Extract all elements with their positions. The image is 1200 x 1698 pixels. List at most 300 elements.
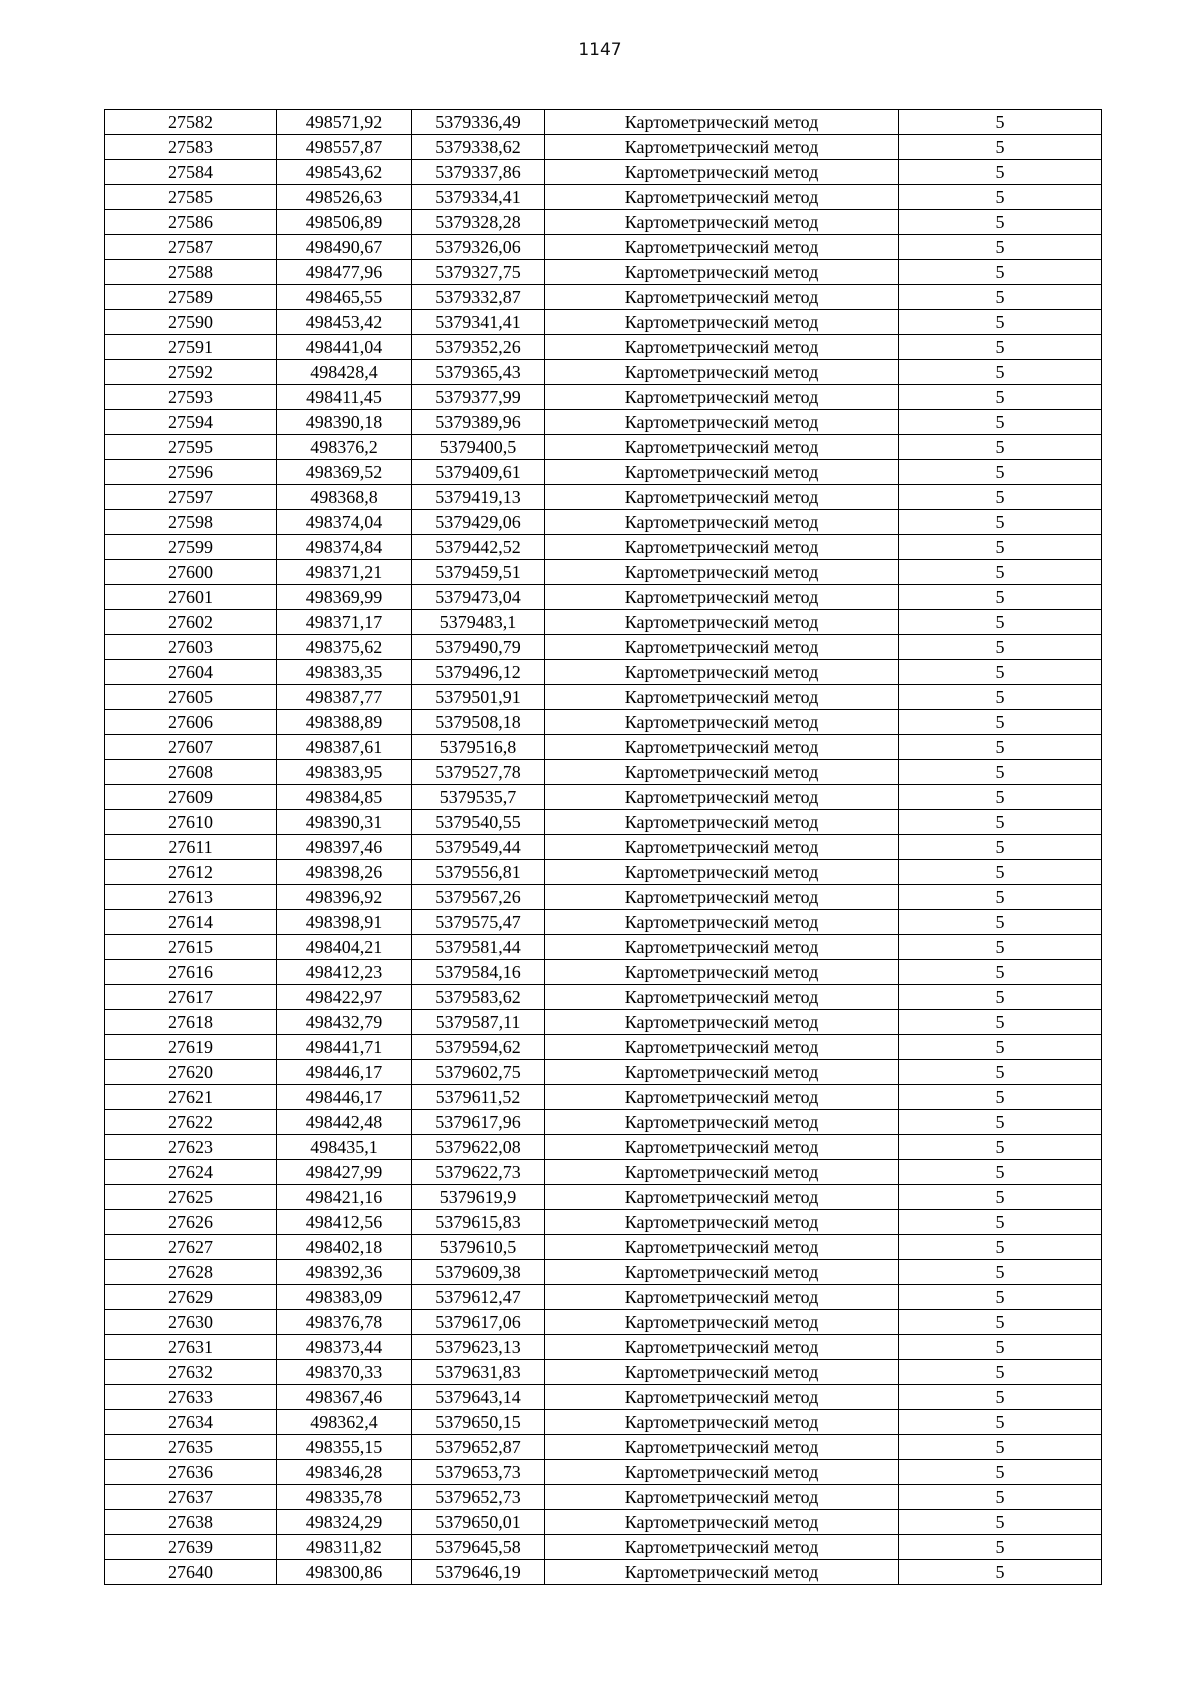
- accuracy-cell: 5: [899, 1535, 1102, 1560]
- point-number-cell: 27593: [105, 385, 277, 410]
- method-cell: Картометрический метод: [545, 810, 899, 835]
- table-row: [105, 685, 1102, 710]
- y-coordinate-cell: 5379587,11: [412, 1010, 545, 1035]
- y-coordinate-cell: 5379643,14: [412, 1385, 545, 1410]
- x-coordinate-cell: 498441,04: [277, 335, 412, 360]
- method-cell: Картометрический метод: [545, 1210, 899, 1235]
- y-coordinate-cell: 5379516,8: [412, 735, 545, 760]
- method-cell: Картометрический метод: [545, 735, 899, 760]
- x-coordinate-cell: 498387,61: [277, 735, 412, 760]
- point-number-cell: 27608: [105, 760, 277, 785]
- accuracy-cell: 5: [899, 1235, 1102, 1260]
- point-number-cell: 27624: [105, 1160, 277, 1185]
- table-row: [105, 610, 1102, 635]
- method-cell: Картометрический метод: [545, 1310, 899, 1335]
- method-cell: Картометрический метод: [545, 1185, 899, 1210]
- x-coordinate-cell: 498557,87: [277, 135, 412, 160]
- table-row: [105, 560, 1102, 585]
- point-number-cell: 27621: [105, 1085, 277, 1110]
- table-row: [105, 460, 1102, 485]
- y-coordinate-cell: 5379508,18: [412, 710, 545, 735]
- method-cell: Картометрический метод: [545, 1260, 899, 1285]
- y-coordinate-cell: 5379645,58: [412, 1535, 545, 1560]
- y-coordinate-cell: 5379496,12: [412, 660, 545, 685]
- table-row: [105, 1485, 1102, 1510]
- y-coordinate-cell: 5379652,73: [412, 1485, 545, 1510]
- y-coordinate-cell: 5379459,51: [412, 560, 545, 585]
- y-coordinate-cell: 5379583,62: [412, 985, 545, 1010]
- point-number-cell: 27630: [105, 1310, 277, 1335]
- point-number-cell: 27603: [105, 635, 277, 660]
- method-cell: Картометрический метод: [545, 1485, 899, 1510]
- method-cell: Картометрический метод: [545, 610, 899, 635]
- method-cell: Картометрический метод: [545, 485, 899, 510]
- table-row: [105, 910, 1102, 935]
- method-cell: Картометрический метод: [545, 285, 899, 310]
- y-coordinate-cell: 5379567,26: [412, 885, 545, 910]
- table-row: [105, 360, 1102, 385]
- accuracy-cell: 5: [899, 635, 1102, 660]
- point-number-cell: 27595: [105, 435, 277, 460]
- method-cell: Картометрический метод: [545, 1160, 899, 1185]
- y-coordinate-cell: 5379336,49: [412, 110, 545, 135]
- y-coordinate-cell: 5379611,52: [412, 1085, 545, 1110]
- y-coordinate-cell: 5379594,62: [412, 1035, 545, 1060]
- method-cell: Картометрический метод: [545, 385, 899, 410]
- y-coordinate-cell: 5379341,41: [412, 310, 545, 335]
- x-coordinate-cell: 498390,18: [277, 410, 412, 435]
- y-coordinate-cell: 5379646,19: [412, 1560, 545, 1585]
- x-coordinate-cell: 498446,17: [277, 1085, 412, 1110]
- accuracy-cell: 5: [899, 410, 1102, 435]
- x-coordinate-cell: 498390,31: [277, 810, 412, 835]
- table-row: [105, 860, 1102, 885]
- table-row: [105, 1560, 1102, 1585]
- x-coordinate-cell: 498376,2: [277, 435, 412, 460]
- method-cell: Картометрический метод: [545, 535, 899, 560]
- y-coordinate-cell: 5379617,06: [412, 1310, 545, 1335]
- table-row: [105, 435, 1102, 460]
- point-number-cell: 27618: [105, 1010, 277, 1035]
- x-coordinate-cell: 498392,36: [277, 1260, 412, 1285]
- accuracy-cell: 5: [899, 1035, 1102, 1060]
- accuracy-cell: 5: [899, 885, 1102, 910]
- method-cell: Картометрический метод: [545, 1535, 899, 1560]
- point-number-cell: 27640: [105, 1560, 277, 1585]
- y-coordinate-cell: 5379473,04: [412, 585, 545, 610]
- table-row: [105, 810, 1102, 835]
- point-number-cell: 27619: [105, 1035, 277, 1060]
- table-row: [105, 410, 1102, 435]
- point-number-cell: 27583: [105, 135, 277, 160]
- point-number-cell: 27626: [105, 1210, 277, 1235]
- table-row: [105, 1335, 1102, 1360]
- method-cell: Картометрический метод: [545, 560, 899, 585]
- x-coordinate-cell: 498435,1: [277, 1135, 412, 1160]
- accuracy-cell: 5: [899, 1135, 1102, 1160]
- y-coordinate-cell: 5379327,75: [412, 260, 545, 285]
- table-row: [105, 635, 1102, 660]
- table-row: [105, 1360, 1102, 1385]
- x-coordinate-cell: 498388,89: [277, 710, 412, 735]
- table-row: [105, 960, 1102, 985]
- accuracy-cell: 5: [899, 110, 1102, 135]
- method-cell: Картометрический метод: [545, 235, 899, 260]
- point-number-cell: 27634: [105, 1410, 277, 1435]
- method-cell: Картометрический метод: [545, 310, 899, 335]
- y-coordinate-cell: 5379575,47: [412, 910, 545, 935]
- x-coordinate-cell: 498398,91: [277, 910, 412, 935]
- method-cell: Картометрический метод: [545, 1035, 899, 1060]
- point-number-cell: 27609: [105, 785, 277, 810]
- table-row: [105, 1085, 1102, 1110]
- x-coordinate-cell: 498427,99: [277, 1160, 412, 1185]
- x-coordinate-cell: 498526,63: [277, 185, 412, 210]
- y-coordinate-cell: 5379409,61: [412, 460, 545, 485]
- y-coordinate-cell: 5379584,16: [412, 960, 545, 985]
- accuracy-cell: 5: [899, 235, 1102, 260]
- accuracy-cell: 5: [899, 385, 1102, 410]
- x-coordinate-cell: 498397,46: [277, 835, 412, 860]
- table-row: [105, 285, 1102, 310]
- y-coordinate-cell: 5379612,47: [412, 1285, 545, 1310]
- point-number-cell: 27627: [105, 1235, 277, 1260]
- method-cell: Картометрический метод: [545, 1360, 899, 1385]
- y-coordinate-cell: 5379652,87: [412, 1435, 545, 1460]
- table-row: [105, 1135, 1102, 1160]
- x-coordinate-cell: 498346,28: [277, 1460, 412, 1485]
- point-number-cell: 27632: [105, 1360, 277, 1385]
- y-coordinate-cell: 5379337,86: [412, 160, 545, 185]
- y-coordinate-cell: 5379615,83: [412, 1210, 545, 1235]
- method-cell: Картометрический метод: [545, 1110, 899, 1135]
- y-coordinate-cell: 5379581,44: [412, 935, 545, 960]
- point-number-cell: 27600: [105, 560, 277, 585]
- point-number-cell: 27591: [105, 335, 277, 360]
- accuracy-cell: 5: [899, 260, 1102, 285]
- table-row: [105, 835, 1102, 860]
- point-number-cell: 27597: [105, 485, 277, 510]
- accuracy-cell: 5: [899, 1060, 1102, 1085]
- x-coordinate-cell: 498311,82: [277, 1535, 412, 1560]
- point-number-cell: 27617: [105, 985, 277, 1010]
- accuracy-cell: 5: [899, 935, 1102, 960]
- table-row: [105, 760, 1102, 785]
- x-coordinate-cell: 498402,18: [277, 1235, 412, 1260]
- table-row: [105, 710, 1102, 735]
- table-row: [105, 110, 1102, 135]
- x-coordinate-cell: 498300,86: [277, 1560, 412, 1585]
- table-row: [105, 385, 1102, 410]
- x-coordinate-cell: 498543,62: [277, 160, 412, 185]
- y-coordinate-cell: 5379631,83: [412, 1360, 545, 1385]
- y-coordinate-cell: 5379483,1: [412, 610, 545, 635]
- point-number-cell: 27637: [105, 1485, 277, 1510]
- accuracy-cell: 5: [899, 960, 1102, 985]
- x-coordinate-cell: 498412,23: [277, 960, 412, 985]
- accuracy-cell: 5: [899, 685, 1102, 710]
- table-row: [105, 1535, 1102, 1560]
- point-number-cell: 27629: [105, 1285, 277, 1310]
- y-coordinate-cell: 5379535,7: [412, 785, 545, 810]
- y-coordinate-cell: 5379334,41: [412, 185, 545, 210]
- table-row: [105, 735, 1102, 760]
- accuracy-cell: 5: [899, 435, 1102, 460]
- method-cell: Картометрический метод: [545, 1510, 899, 1535]
- accuracy-cell: 5: [899, 1410, 1102, 1435]
- method-cell: Картометрический метод: [545, 260, 899, 285]
- x-coordinate-cell: 498383,95: [277, 760, 412, 785]
- table-row: [105, 160, 1102, 185]
- accuracy-cell: 5: [899, 560, 1102, 585]
- point-number-cell: 27615: [105, 935, 277, 960]
- method-cell: Картометрический метод: [545, 435, 899, 460]
- accuracy-cell: 5: [899, 1460, 1102, 1485]
- x-coordinate-cell: 498465,55: [277, 285, 412, 310]
- table-row: [105, 1260, 1102, 1285]
- x-coordinate-cell: 498446,17: [277, 1060, 412, 1085]
- accuracy-cell: 5: [899, 1210, 1102, 1235]
- x-coordinate-cell: 498411,45: [277, 385, 412, 410]
- point-number-cell: 27592: [105, 360, 277, 385]
- table-row: [105, 1285, 1102, 1310]
- point-number-cell: 27636: [105, 1460, 277, 1485]
- x-coordinate-cell: 498374,84: [277, 535, 412, 560]
- x-coordinate-cell: 498384,85: [277, 785, 412, 810]
- y-coordinate-cell: 5379556,81: [412, 860, 545, 885]
- y-coordinate-cell: 5379400,5: [412, 435, 545, 460]
- accuracy-cell: 5: [899, 610, 1102, 635]
- table-row: [105, 535, 1102, 560]
- point-number-cell: 27635: [105, 1435, 277, 1460]
- accuracy-cell: 5: [899, 1360, 1102, 1385]
- point-number-cell: 27602: [105, 610, 277, 635]
- page-number: 1147: [578, 40, 622, 60]
- y-coordinate-cell: 5379429,06: [412, 510, 545, 535]
- y-coordinate-cell: 5379549,44: [412, 835, 545, 860]
- x-coordinate-cell: 498383,35: [277, 660, 412, 685]
- x-coordinate-cell: 498369,99: [277, 585, 412, 610]
- point-number-cell: 27589: [105, 285, 277, 310]
- accuracy-cell: 5: [899, 310, 1102, 335]
- method-cell: Картометрический метод: [545, 685, 899, 710]
- y-coordinate-cell: 5379622,08: [412, 1135, 545, 1160]
- x-coordinate-cell: 498376,78: [277, 1310, 412, 1335]
- x-coordinate-cell: 498368,8: [277, 485, 412, 510]
- accuracy-cell: 5: [899, 785, 1102, 810]
- y-coordinate-cell: 5379650,01: [412, 1510, 545, 1535]
- point-number-cell: 27601: [105, 585, 277, 610]
- coordinates-table: [104, 109, 1102, 1585]
- x-coordinate-cell: 498442,48: [277, 1110, 412, 1135]
- x-coordinate-cell: 498398,26: [277, 860, 412, 885]
- method-cell: Картометрический метод: [545, 710, 899, 735]
- y-coordinate-cell: 5379610,5: [412, 1235, 545, 1260]
- y-coordinate-cell: 5379602,75: [412, 1060, 545, 1085]
- method-cell: Картометрический метод: [545, 410, 899, 435]
- method-cell: Картометрический метод: [545, 760, 899, 785]
- point-number-cell: 27606: [105, 710, 277, 735]
- accuracy-cell: 5: [899, 360, 1102, 385]
- y-coordinate-cell: 5379490,79: [412, 635, 545, 660]
- table-row: [105, 1035, 1102, 1060]
- table-row: [105, 1385, 1102, 1410]
- method-cell: Картометрический метод: [545, 110, 899, 135]
- accuracy-cell: 5: [899, 810, 1102, 835]
- x-coordinate-cell: 498506,89: [277, 210, 412, 235]
- x-coordinate-cell: 498374,04: [277, 510, 412, 535]
- x-coordinate-cell: 498387,77: [277, 685, 412, 710]
- table-row: [105, 510, 1102, 535]
- point-number-cell: 27614: [105, 910, 277, 935]
- method-cell: Картометрический метод: [545, 135, 899, 160]
- y-coordinate-cell: 5379332,87: [412, 285, 545, 310]
- method-cell: Картометрический метод: [545, 1460, 899, 1485]
- y-coordinate-cell: 5379419,13: [412, 485, 545, 510]
- point-number-cell: 27599: [105, 535, 277, 560]
- y-coordinate-cell: 5379623,13: [412, 1335, 545, 1360]
- coordinates-table-body: [105, 110, 1102, 1585]
- accuracy-cell: 5: [899, 510, 1102, 535]
- point-number-cell: 27623: [105, 1135, 277, 1160]
- table-row: [105, 985, 1102, 1010]
- x-coordinate-cell: 498367,46: [277, 1385, 412, 1410]
- point-number-cell: 27613: [105, 885, 277, 910]
- y-coordinate-cell: 5379389,96: [412, 410, 545, 435]
- method-cell: Картометрический метод: [545, 360, 899, 385]
- accuracy-cell: 5: [899, 760, 1102, 785]
- method-cell: Картометрический метод: [545, 335, 899, 360]
- table-row: [105, 1160, 1102, 1185]
- table-row: [105, 310, 1102, 335]
- x-coordinate-cell: 498369,52: [277, 460, 412, 485]
- x-coordinate-cell: 498355,15: [277, 1435, 412, 1460]
- y-coordinate-cell: 5379328,28: [412, 210, 545, 235]
- method-cell: Картометрический метод: [545, 635, 899, 660]
- y-coordinate-cell: 5379650,15: [412, 1410, 545, 1435]
- y-coordinate-cell: 5379622,73: [412, 1160, 545, 1185]
- table-row: [105, 660, 1102, 685]
- table-row: [105, 1435, 1102, 1460]
- method-cell: Картометрический метод: [545, 585, 899, 610]
- point-number-cell: 27590: [105, 310, 277, 335]
- point-number-cell: 27633: [105, 1385, 277, 1410]
- accuracy-cell: 5: [899, 1110, 1102, 1135]
- point-number-cell: 27582: [105, 110, 277, 135]
- x-coordinate-cell: 498432,79: [277, 1010, 412, 1035]
- x-coordinate-cell: 498453,42: [277, 310, 412, 335]
- point-number-cell: 27628: [105, 1260, 277, 1285]
- method-cell: Картометрический метод: [545, 160, 899, 185]
- table-row: [105, 1210, 1102, 1235]
- table-row: [105, 1410, 1102, 1435]
- accuracy-cell: 5: [899, 535, 1102, 560]
- x-coordinate-cell: 498335,78: [277, 1485, 412, 1510]
- point-number-cell: 27605: [105, 685, 277, 710]
- y-coordinate-cell: 5379527,78: [412, 760, 545, 785]
- method-cell: Картометрический метод: [545, 1560, 899, 1585]
- accuracy-cell: 5: [899, 1185, 1102, 1210]
- table-row: [105, 935, 1102, 960]
- accuracy-cell: 5: [899, 1560, 1102, 1585]
- x-coordinate-cell: 498324,29: [277, 1510, 412, 1535]
- x-coordinate-cell: 498383,09: [277, 1285, 412, 1310]
- point-number-cell: 27620: [105, 1060, 277, 1085]
- point-number-cell: 27639: [105, 1535, 277, 1560]
- method-cell: Картометрический метод: [545, 885, 899, 910]
- method-cell: Картометрический метод: [545, 1085, 899, 1110]
- table-row: [105, 1460, 1102, 1485]
- table-row: [105, 1060, 1102, 1085]
- y-coordinate-cell: 5379377,99: [412, 385, 545, 410]
- accuracy-cell: 5: [899, 1335, 1102, 1360]
- table-row: [105, 260, 1102, 285]
- method-cell: Картометрический метод: [545, 1385, 899, 1410]
- point-number-cell: 27610: [105, 810, 277, 835]
- method-cell: Картометрический метод: [545, 1285, 899, 1310]
- accuracy-cell: 5: [899, 135, 1102, 160]
- y-coordinate-cell: 5379540,55: [412, 810, 545, 835]
- table-row: [105, 1010, 1102, 1035]
- accuracy-cell: 5: [899, 1160, 1102, 1185]
- y-coordinate-cell: 5379326,06: [412, 235, 545, 260]
- accuracy-cell: 5: [899, 1260, 1102, 1285]
- accuracy-cell: 5: [899, 1310, 1102, 1335]
- point-number-cell: 27631: [105, 1335, 277, 1360]
- method-cell: Картометрический метод: [545, 185, 899, 210]
- point-number-cell: 27638: [105, 1510, 277, 1535]
- x-coordinate-cell: 498477,96: [277, 260, 412, 285]
- table-row: [105, 1235, 1102, 1260]
- table-row: [105, 1185, 1102, 1210]
- method-cell: Картометрический метод: [545, 860, 899, 885]
- x-coordinate-cell: 498428,4: [277, 360, 412, 385]
- table-row: [105, 335, 1102, 360]
- accuracy-cell: 5: [899, 185, 1102, 210]
- table-row: [105, 785, 1102, 810]
- point-number-cell: 27622: [105, 1110, 277, 1135]
- method-cell: Картометрический метод: [545, 1060, 899, 1085]
- method-cell: Картометрический метод: [545, 660, 899, 685]
- x-coordinate-cell: 498421,16: [277, 1185, 412, 1210]
- accuracy-cell: 5: [899, 585, 1102, 610]
- accuracy-cell: 5: [899, 1285, 1102, 1310]
- accuracy-cell: 5: [899, 735, 1102, 760]
- table-row: [105, 1510, 1102, 1535]
- method-cell: Картометрический метод: [545, 1135, 899, 1160]
- method-cell: Картометрический метод: [545, 835, 899, 860]
- x-coordinate-cell: 498396,92: [277, 885, 412, 910]
- x-coordinate-cell: 498373,44: [277, 1335, 412, 1360]
- x-coordinate-cell: 498571,92: [277, 110, 412, 135]
- accuracy-cell: 5: [899, 160, 1102, 185]
- accuracy-cell: 5: [899, 210, 1102, 235]
- y-coordinate-cell: 5379619,9: [412, 1185, 545, 1210]
- table-row: [105, 1110, 1102, 1135]
- table-row: [105, 210, 1102, 235]
- accuracy-cell: 5: [899, 1085, 1102, 1110]
- point-number-cell: 27594: [105, 410, 277, 435]
- method-cell: Картометрический метод: [545, 960, 899, 985]
- accuracy-cell: 5: [899, 285, 1102, 310]
- table-row: [105, 485, 1102, 510]
- accuracy-cell: 5: [899, 335, 1102, 360]
- y-coordinate-cell: 5379653,73: [412, 1460, 545, 1485]
- point-number-cell: 27625: [105, 1185, 277, 1210]
- method-cell: Картометрический метод: [545, 1235, 899, 1260]
- method-cell: Картометрический метод: [545, 1435, 899, 1460]
- y-coordinate-cell: 5379352,26: [412, 335, 545, 360]
